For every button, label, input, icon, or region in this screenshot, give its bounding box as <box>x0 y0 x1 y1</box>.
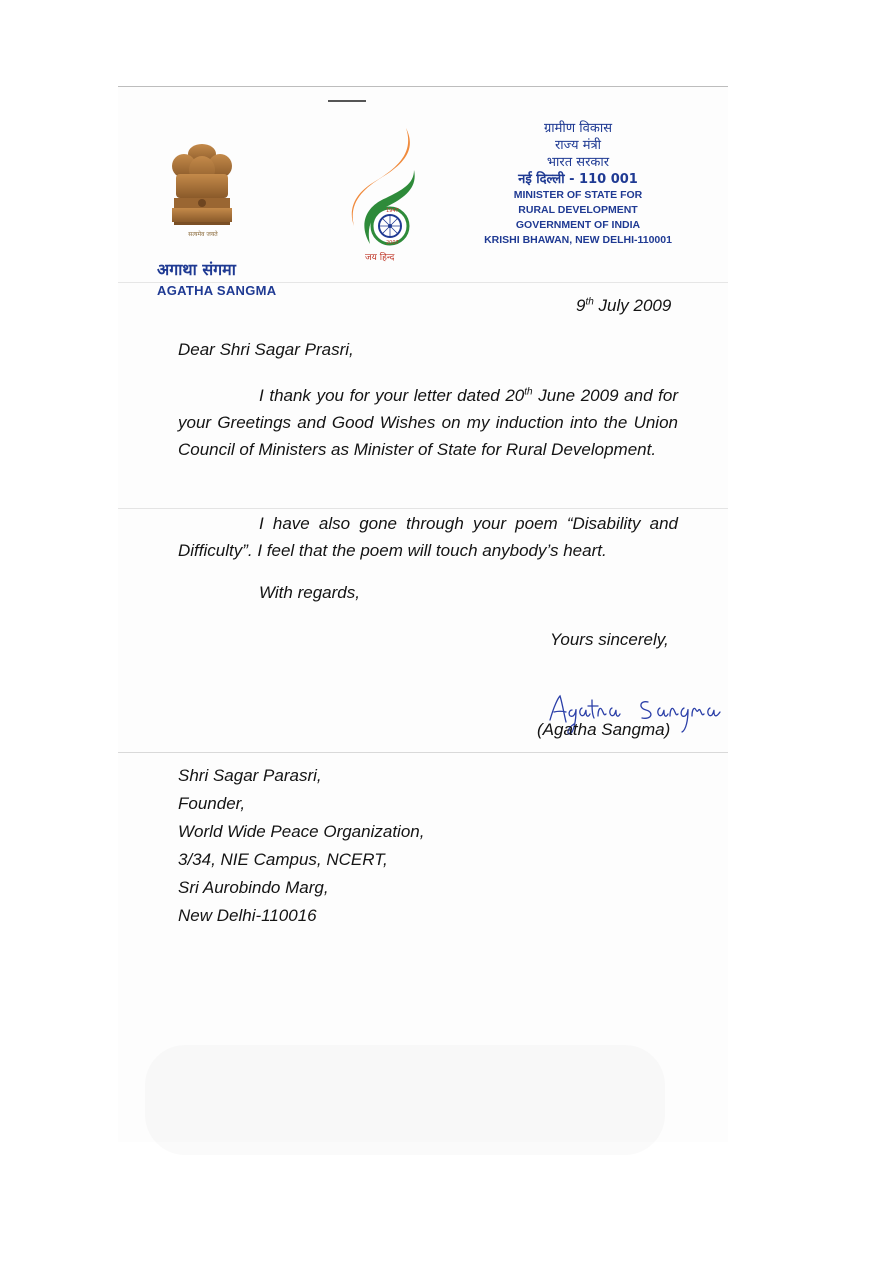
sender-name-en: AGATHA SANGMA <box>157 283 277 298</box>
date-day: 9 <box>576 296 586 315</box>
para1-after: June 2009 and for your Greetings and Good Wishes on my induction into the Union Council of Ministers as Minister of State for Rural Development. <box>178 386 679 459</box>
ministry-line-en: GOVERNMENT OF INDIA <box>515 219 641 231</box>
anniversary-logo-caption: जय हिन्द <box>365 253 395 263</box>
date-rest: July 2009 <box>593 296 672 315</box>
paper-smudge <box>145 1045 665 1155</box>
ministry-line-en: RURAL DEVELOPMENT <box>518 204 638 216</box>
fold-line <box>118 508 728 509</box>
address-line: Founder, <box>178 794 246 813</box>
ministry-line-hi: ग्रामीण विकास <box>543 121 613 136</box>
ministry-line-hi: राज्य मंत्री <box>554 138 602 153</box>
typed-signatory-name: (Agatha Sangma) <box>537 720 671 739</box>
address-line: Sri Aurobindo Marg, <box>178 878 329 897</box>
ministry-line-en: KRISHI BHAWAN, NEW DELHI-110001 <box>484 234 672 246</box>
salutation: Dear Shri Sagar Prasri, <box>178 340 354 359</box>
emblem-motto: सत्यमेव जयते <box>188 231 218 238</box>
independence-anniversary-logo-icon <box>344 122 424 262</box>
body-paragraph-2: I have also gone through your poem “Disability and Difficulty”. I feel that the poem will touch anybody’s heart. <box>178 514 678 560</box>
anniversary-year-start: 1947 <box>386 208 399 214</box>
address-line: 3/34, NIE Campus, NCERT, <box>178 850 388 869</box>
address-line: Shri Sagar Parasri, <box>178 766 322 785</box>
sender-name-hi: अगाथा संगमा <box>157 260 236 279</box>
closing: Yours sincerely, <box>550 630 669 649</box>
ministry-line-hi: भारत सरकार <box>546 155 610 170</box>
letterhead-divider <box>118 282 728 283</box>
anniversary-year-end: 2007 <box>386 240 399 246</box>
body-paragraph-1 <box>178 382 678 463</box>
date-suffix: th <box>585 296 594 308</box>
ministry-address-block <box>460 120 696 248</box>
ministry-line-en: MINISTER OF STATE FOR <box>513 189 643 201</box>
letter-date <box>576 296 671 316</box>
para1-sup: th <box>524 386 533 398</box>
regards: With regards, <box>259 583 360 602</box>
staple-mark <box>328 100 366 102</box>
fold-line <box>118 752 728 753</box>
address-line: New Delhi-110016 <box>178 906 317 925</box>
ministry-address-hi: नई दिल्ली - 110 001 <box>518 172 638 187</box>
address-line: World Wide Peace Organization, <box>178 822 425 841</box>
para1-before: I thank you for your letter dated 20 <box>259 386 525 405</box>
recipient-address <box>178 762 424 930</box>
